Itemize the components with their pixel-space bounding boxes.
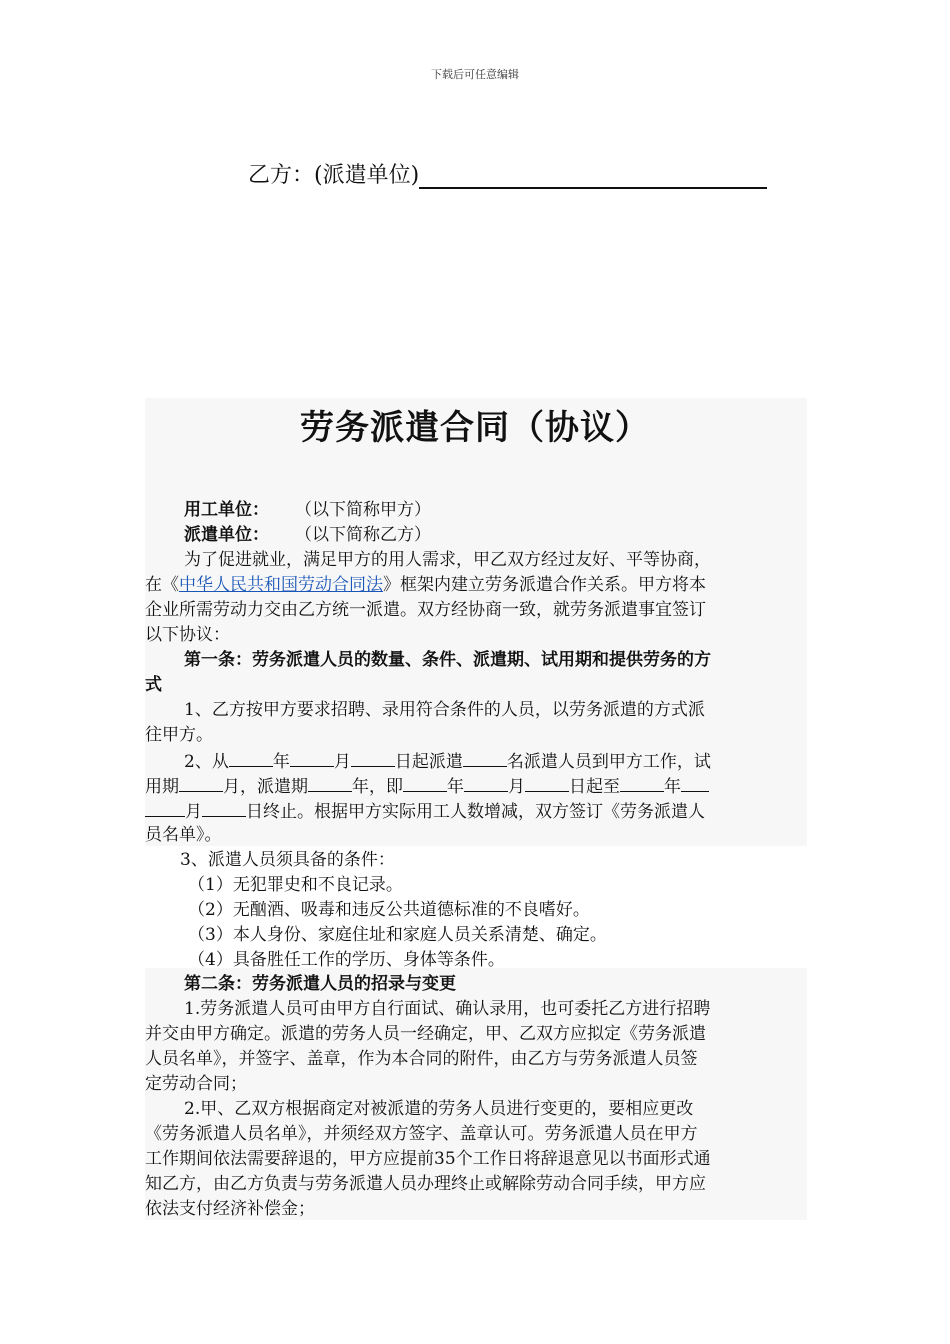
preamble-prefix: 在《: [145, 575, 179, 595]
start-month-blank: [290, 748, 334, 767]
party-b-label: 乙方：(派遣单位): [248, 163, 420, 188]
article2-p2-line: 工作期间依法需要辞退的，甲方应提前35个工作日将辞退意见以书面形式通: [145, 1149, 711, 1169]
employer-note: （以下简称甲方）: [295, 500, 431, 520]
clause2-text: 日起至: [569, 777, 620, 797]
clause2-text: 月: [508, 777, 525, 797]
clause2-line-1: [184, 748, 711, 775]
condition-item: （2）无酗酒、吸毒和违反公共道德标准的不良嗜好。: [188, 900, 590, 920]
clause3-heading: 3、派遣人员须具备的条件：: [180, 850, 395, 870]
headcount-blank: [463, 748, 507, 767]
clause2-text: 月: [185, 802, 202, 822]
header-note: 下载后可任意编辑: [431, 68, 519, 81]
dispatcher-line: [184, 523, 431, 548]
clause2-text: 2、从: [184, 752, 229, 772]
from-year-blank: [403, 773, 447, 792]
employer-line: [184, 498, 431, 523]
clause2-text: 日起派遣: [394, 752, 463, 772]
preamble-line-4: 以下协议：: [145, 625, 230, 645]
preamble-line-3: 企业所需劳动力交由乙方统一派遣。双方经协商一致，就劳务派遣事宜签订: [145, 600, 706, 620]
article2-heading: 第二条：劳务派遣人员的招录与变更: [184, 974, 456, 994]
preamble-line-1: 为了促进就业，满足甲方的用人需求，甲乙双方经过友好、平等协商，: [184, 550, 711, 570]
from-day-blank: [525, 773, 569, 792]
article1-heading-line-1: 第一条：劳务派遣人员的数量、条件、派遣期、试用期和提供劳务的方: [184, 650, 711, 670]
clause2-text: 年: [664, 777, 681, 797]
condition-item: （4）具备胜任工作的学历、身体等条件。: [188, 950, 505, 970]
clause2-text: 年: [447, 777, 464, 797]
article2-p2-line: 知乙方，由乙方负责与劳务派遣人员办理终止或解除劳动合同手续，甲方应: [145, 1174, 706, 1194]
dispatch-years-blank: [308, 773, 352, 792]
article2-p2-line: 《劳务派遣人员名单》，并须经双方签字、盖章认可。劳务派遣人员在甲方: [145, 1124, 698, 1144]
start-day-blank: [351, 748, 395, 767]
to-year-blank: [620, 773, 664, 792]
preamble-suffix: 》框架内建立劳务派遣合作关系。甲方将本: [383, 575, 706, 595]
article2-p1-line: 并交由甲方确定。派遣的劳务人员一经确定，甲、乙双方应拟定《劳务派遣: [145, 1024, 706, 1044]
clause1-line-1: 1、乙方按甲方要求招聘、录用符合条件的人员，以劳务派遣的方式派: [184, 700, 705, 720]
to-month-blank-start: [681, 773, 709, 792]
to-month-blank-end: [145, 798, 185, 817]
clause2-line-4: 员名单》。: [145, 825, 222, 845]
clause2-line-2: [145, 773, 709, 800]
party-b-blank: [419, 163, 767, 189]
document-title: 劳务派遣合同（协议）: [300, 408, 650, 448]
labor-contract-law-link[interactable]: 中华人民共和国劳动合同法: [179, 575, 383, 595]
start-year-blank: [229, 748, 273, 767]
condition-item: （1）无犯罪史和不良记录。: [188, 875, 403, 895]
employer-label: 用工单位：: [184, 500, 269, 520]
clause2-text: 月: [333, 752, 351, 772]
clause2-line-3: [145, 798, 705, 825]
clause2-text: 名派遣人员到甲方工作，试: [506, 752, 711, 772]
clause2-text: 日终止。根据甲方实际用工人数增减，双方签订《劳务派遣人: [246, 802, 705, 822]
condition-item: （3）本人身份、家庭住址和家庭人员关系清楚、确定。: [188, 925, 607, 945]
clause2-text: 用期: [145, 777, 179, 797]
clause2-text: 年，即: [352, 777, 403, 797]
clause1-line-2: 往甲方。: [145, 725, 213, 745]
from-month-blank: [464, 773, 508, 792]
article1-heading-line-2: 式: [145, 675, 162, 695]
to-day-blank: [202, 798, 246, 817]
clause2-text: 月，派遣期: [223, 777, 308, 797]
clause2-text: 年: [272, 752, 290, 772]
article2-p2-line: 2.甲、乙双方根据商定对被派遣的劳务人员进行变更的，要相应更改: [184, 1099, 694, 1119]
article2-p1-line: 人员名单》，并签字、盖章，作为本合同的附件，由乙方与劳务派遣人员签: [145, 1049, 698, 1069]
probation-months-blank: [179, 773, 223, 792]
article2-p2-line: 依法支付经济补偿金；: [145, 1199, 315, 1219]
article2-p1-line: 1.劳务派遣人员可由甲方自行面试、确认录用，也可委托乙方进行招聘: [184, 999, 711, 1019]
article2-p1-line: 定劳动合同；: [145, 1074, 247, 1094]
dispatcher-note: （以下简称乙方）: [295, 525, 431, 545]
preamble-line-2: [145, 573, 706, 598]
party-b-line: [248, 158, 767, 189]
dispatcher-label: 派遣单位：: [184, 525, 269, 545]
